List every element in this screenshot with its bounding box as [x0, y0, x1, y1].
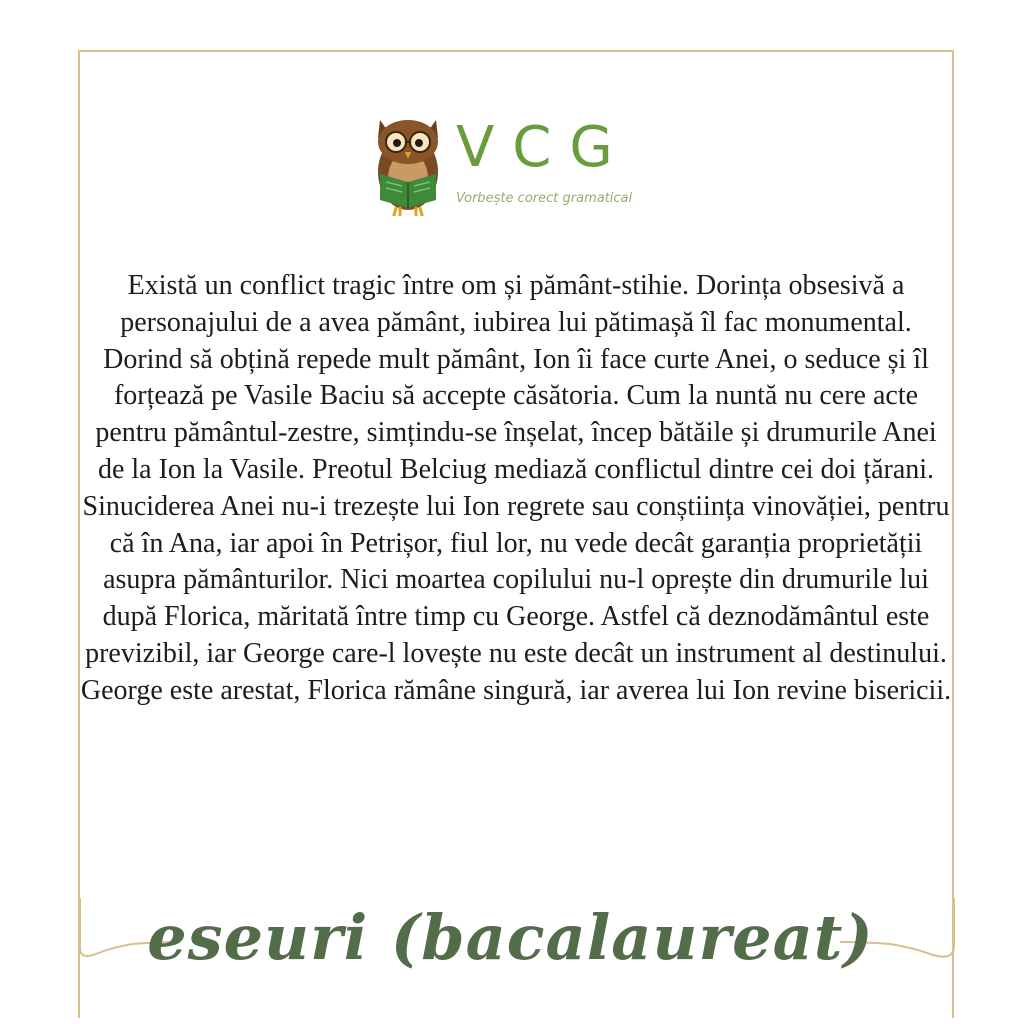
owl-reading-book-icon: [372, 112, 444, 216]
footer-title: eseuri (bacalaureat): [147, 901, 874, 974]
essay-text: [80, 268, 952, 710]
vcg-logo: [372, 112, 672, 222]
essay-paragraph: Dorind să obțină repede mult pământ, Ion îi face curte Anei, o seduce și îl forțează pe Vasile Baciu să accepte căsătoria. Cum la nuntă nu cere acte pentru pământul-zestre, simțindu-se înșelat, încep bătăile și drumurile Anei de la Ion la Vasile. Preotul Belciug mediază conflictul dintre cei doi țărani. Sinuciderea Anei nu-i trezește lui Ion regrete sau conștiința vinovăției, pentru că în Ana, iar apoi în Petrișor, fiul lor, nu vede decât garanția proprietății asupra pământurilor. Nici moartea copilului nu-l oprește din drumurile lui după Florica, măritată între timp cu George. Astfel că deznodământul este previzibil, iar George care-l lovește nu este decât un instrument al destinului. George este arestat, Florica rămâne singură, iar averea lui Ion revine bisericii.: [80, 343, 952, 706]
footer-banner: [0, 898, 1021, 1008]
logo-tagline: Vorbește corect gramatical: [456, 191, 633, 206]
essay-paragraph: Există un conflict tragic între om și pământ-stihie. Dorința obsesivă a personajului de a avea pământ, iubirea lui pătimașă îl fac monumental.: [120, 270, 912, 338]
logo-brand: VCG: [456, 115, 631, 180]
